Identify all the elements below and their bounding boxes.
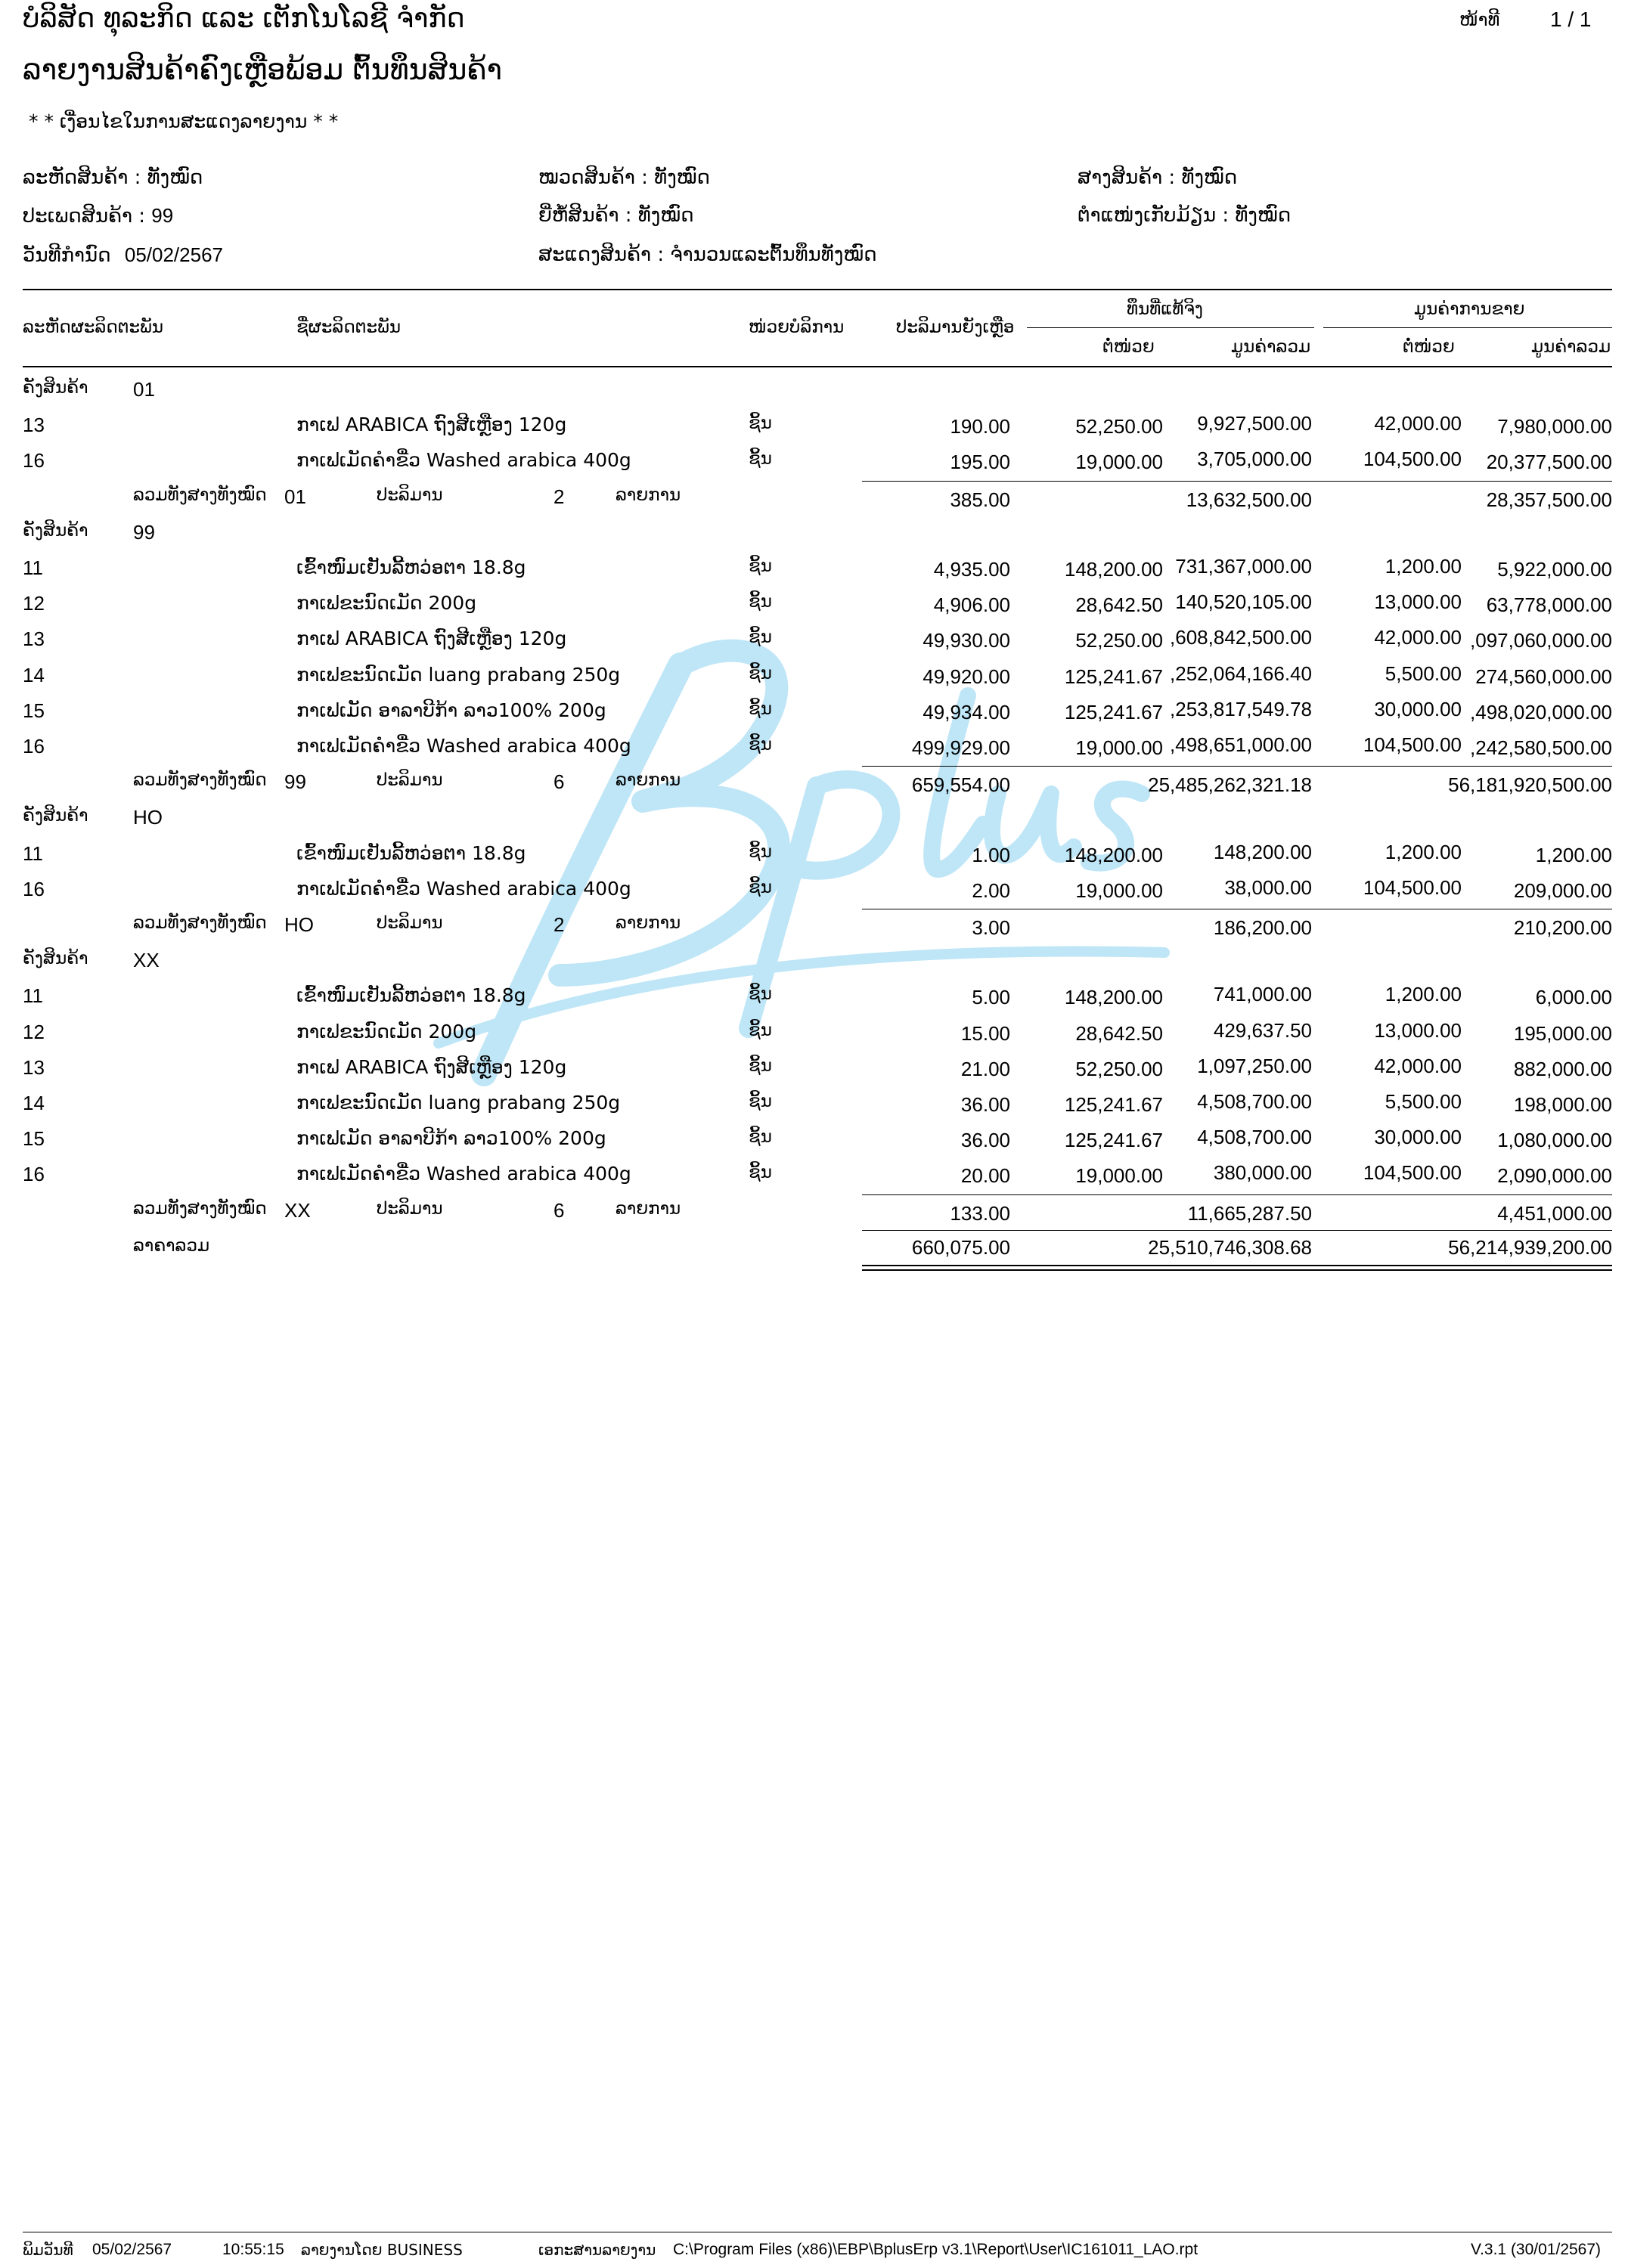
grand-total-label: ລາຄາລວມ xyxy=(133,1235,210,1256)
subtotal-rule xyxy=(862,481,1612,482)
row-cost-unit: 52,250.00 xyxy=(1075,629,1163,652)
row-cost-total: 741,000.00 xyxy=(1213,983,1312,1006)
subtotal-sale-total: 28,357,500.00 xyxy=(1486,488,1612,511)
row-cost-unit: 125,241.67 xyxy=(1064,1093,1163,1116)
row-unit: ຊິ້ນ xyxy=(749,984,772,1005)
as-of-date-value: 05/02/2567 xyxy=(124,243,223,266)
row-unit: ຊິ້ນ xyxy=(749,841,772,862)
row-qty: 5.00 xyxy=(972,986,1010,1009)
subtotal-label: ລວມທັງສາງທັງໝົດ xyxy=(133,913,267,933)
row-sale-unit: 1,200.00 xyxy=(1385,555,1462,578)
row-product-name: ກາເຟຂະນົດເມັດ luang prabang 250g xyxy=(296,1092,621,1114)
row-sale-unit: 104,500.00 xyxy=(1363,875,1462,899)
row-cost-unit: 28,642.50 xyxy=(1075,593,1163,617)
conditions-heading: * * ເງື່ອນໄຂໃນການສະແດງລາຍງານ * * xyxy=(29,110,339,132)
filter-product-type-label: ປະເພດສິນຄ້າ : xyxy=(23,205,146,228)
row-qty: 2.00 xyxy=(972,878,1010,902)
filter-location: ຕຳແໜ່ງເກັບມ້ຽນ : ທັງໝົດ xyxy=(1078,204,1292,227)
subtotal-qty: 133.00 xyxy=(950,1201,1010,1225)
page-number: 1 / 1 xyxy=(1550,8,1592,31)
row-sale-unit: 42,000.00 xyxy=(1374,412,1462,435)
footer-print-date-label: ພິມວັນທີ xyxy=(23,2241,73,2259)
row-product-name: ກາເຟເມັດ ອາລາບີກ້າ ລາວ100% 200g xyxy=(296,1127,606,1150)
row-sale-total: 7,980,000.00 xyxy=(1497,415,1612,438)
filter-product-code: ລະຫັດສິນຄ້າ : ທັງໝົດ xyxy=(23,166,203,189)
row-cost-total: 731,367,000.00 xyxy=(1175,555,1312,578)
col-header-qty: ປະລິມານຍັງເຫຼືອ xyxy=(896,318,1015,337)
row-unit: ຊິ້ນ xyxy=(749,877,772,897)
row-product-name: ກາເຟເມັດຄຳຂື່ວ Washed arabica 400g xyxy=(296,735,631,757)
row-unit: ຊິ້ນ xyxy=(749,699,772,719)
footer-version: V.3.1 (30/01/2567) xyxy=(1471,2241,1602,2258)
row-product-name: ກາເຟເມັດຄຳຂື່ວ Washed arabica 400g xyxy=(296,1163,631,1185)
row-sale-unit: 30,000.00 xyxy=(1374,1126,1462,1149)
row-sale-total: 1,080,000.00 xyxy=(1497,1129,1612,1152)
grand-total-cost: 25,510,746,308.68 xyxy=(1148,1235,1312,1259)
row-sale-unit: 30,000.00 xyxy=(1374,697,1462,720)
footer-print-time: 10:55:15 xyxy=(222,2241,284,2258)
warehouse-group-code: XX xyxy=(133,949,160,972)
row-unit: ຊິ້ນ xyxy=(749,627,772,648)
row-cost-total: ,252,064,166.40 xyxy=(1170,662,1312,685)
row-cost-total: 3,705,000.00 xyxy=(1197,448,1312,471)
row-qty: 15.00 xyxy=(960,1021,1010,1045)
row-cost-unit: 19,000.00 xyxy=(1075,736,1163,759)
row-product-name: ກາເຟ ARABICA ຖົງສີເຫຼືອງ 120g xyxy=(296,627,567,650)
grand-total-qty: 660,075.00 xyxy=(911,1235,1010,1259)
row-unit: ຊິ້ນ xyxy=(749,1055,772,1076)
row-cost-unit: 148,200.00 xyxy=(1064,986,1163,1009)
row-product-code: 11 xyxy=(23,556,43,579)
subtotal-rule xyxy=(862,1194,1612,1195)
row-sale-unit: 1,200.00 xyxy=(1385,840,1462,863)
row-cost-total: ,608,842,500.00 xyxy=(1170,626,1312,649)
row-cost-unit: 19,000.00 xyxy=(1075,878,1163,902)
subtotal-label: ລວມທັງສາງທັງໝົດ xyxy=(133,485,267,505)
row-product-name: ກາເຟຂະນົດເມັດ luang prabang 250g xyxy=(296,663,621,686)
row-product-name: ກາເຟເມັດຄຳຂື່ວ Washed arabica 400g xyxy=(296,877,631,900)
row-product-code: 13 xyxy=(23,627,45,651)
row-sale-total: 882,000.00 xyxy=(1513,1057,1612,1080)
subtotal-cost-total: 11,665,287.50 xyxy=(1187,1201,1312,1225)
row-qty: 49,934.00 xyxy=(923,700,1010,723)
subtotal-code: XX xyxy=(284,1198,311,1222)
row-sale-unit: 104,500.00 xyxy=(1363,1161,1462,1185)
row-sale-total: 5,922,000.00 xyxy=(1497,558,1612,581)
row-product-code: 16 xyxy=(23,1163,45,1186)
row-sale-unit: 1,200.00 xyxy=(1385,983,1462,1006)
row-sale-unit: 13,000.00 xyxy=(1374,1018,1462,1042)
row-cost-unit: 19,000.00 xyxy=(1075,451,1163,474)
row-cost-unit: 148,200.00 xyxy=(1064,558,1163,581)
col-header-code: ລະຫັດຜະລິດຕະພັນ xyxy=(23,318,163,337)
subtotal-code: 01 xyxy=(284,485,306,508)
filter-display: ສະແດງສິນຄ້າ : ຈຳນວນແລະຕົ້ນທຶນທັງໝົດ xyxy=(538,243,877,266)
row-sale-unit: 104,500.00 xyxy=(1363,733,1462,756)
row-sale-total: 209,000.00 xyxy=(1513,878,1612,902)
row-cost-total: ,498,651,000.00 xyxy=(1170,733,1312,756)
row-qty: 4,906.00 xyxy=(933,593,1010,617)
subtotal-code: 99 xyxy=(284,770,306,794)
row-cost-total: ,253,817,549.78 xyxy=(1170,697,1312,720)
col-header-unit: ໜ່ວຍບໍລິການ xyxy=(749,318,845,337)
row-cost-unit: 52,250.00 xyxy=(1075,415,1163,438)
company-name: ບໍລິສັດ ທຸລະກິດ ແລະ ເຕັກໂນໂລຊີ ຈຳກັດ xyxy=(23,3,465,34)
row-unit: ຊິ້ນ xyxy=(749,1163,772,1183)
row-cost-total: 4,508,700.00 xyxy=(1197,1090,1312,1113)
subtotal-sale-total: 210,200.00 xyxy=(1513,916,1612,939)
row-sale-total: 195,000.00 xyxy=(1513,1021,1612,1045)
row-qty: 49,920.00 xyxy=(923,665,1010,688)
row-product-name: ເຂົ້າໜົມເຢັນລີ້ຫວ່ອຕາ 18.8g xyxy=(296,984,526,1007)
row-sale-total: 2,090,000.00 xyxy=(1497,1164,1612,1188)
warehouse-group-label: ຄັງສິນຄ້າ xyxy=(23,378,88,398)
row-unit: ຊິ້ນ xyxy=(749,1020,772,1040)
row-qty: 4,935.00 xyxy=(933,558,1010,581)
grand-total-top-rule xyxy=(862,1230,1612,1231)
row-cost-total: 380,000.00 xyxy=(1213,1161,1312,1185)
row-qty: 36.00 xyxy=(960,1129,1010,1152)
row-product-code: 15 xyxy=(23,699,45,722)
row-product-name: ເຂົ້າໜົມເຢັນລີ້ຫວ່ອຕາ 18.8g xyxy=(296,556,526,578)
subtotal-item-count: 2 xyxy=(554,913,565,936)
col-header-cost-total: ມູນຄ່າລວມ xyxy=(1231,337,1311,357)
warehouse-group-label: ຄັງສິນຄ້າ xyxy=(23,520,88,541)
row-product-code: 14 xyxy=(23,663,45,686)
row-sale-total: 6,000.00 xyxy=(1535,986,1612,1009)
row-product-code: 12 xyxy=(23,592,45,615)
row-sale-unit: 5,500.00 xyxy=(1385,662,1462,685)
warehouse-group-code: 99 xyxy=(133,520,155,544)
row-cost-total: 140,520,105.00 xyxy=(1175,590,1312,614)
row-sale-total: 63,778,000.00 xyxy=(1486,593,1612,617)
subtotal-item-count: 6 xyxy=(554,770,565,794)
row-qty: 1.00 xyxy=(972,843,1010,866)
row-unit: ຊິ້ນ xyxy=(749,556,772,576)
row-sale-total: ,097,060,000.00 xyxy=(1470,629,1612,652)
row-product-code: 11 xyxy=(23,984,43,1008)
subtotal-items-word: ລາຍການ xyxy=(616,1198,681,1219)
row-sale-unit: 13,000.00 xyxy=(1374,590,1462,614)
row-product-code: 15 xyxy=(23,1127,45,1151)
row-product-name: ເຂົ້າໜົມເຢັນລີ້ຫວ່ອຕາ 18.8g xyxy=(296,841,526,864)
row-cost-total: 1,097,250.00 xyxy=(1197,1054,1312,1077)
report-title: ລາຍງານສິນຄ້າຄົງເຫຼືອພ້ອມ ຕົ້ນທຶນສິນຄ້າ xyxy=(23,53,502,86)
row-product-name: ກາເຟ ARABICA ຖົງສີເຫຼືອງ 120g xyxy=(296,1055,567,1078)
subtotal-cost-total: 13,632,500.00 xyxy=(1186,488,1312,511)
row-qty: 36.00 xyxy=(960,1093,1010,1116)
subtotal-rule xyxy=(862,766,1612,767)
row-product-code: 16 xyxy=(23,449,45,472)
subtotal-items-word: ລາຍການ xyxy=(616,485,681,505)
row-unit: ຊິ້ນ xyxy=(749,414,772,434)
row-product-name: ກາເຟ ARABICA ຖົງສີເຫຼືອງ 120g xyxy=(296,414,567,436)
subtotal-qty-word: ປະລິມານ xyxy=(377,913,443,933)
row-unit: ຊິ້ນ xyxy=(749,1092,772,1111)
row-cost-total: 38,000.00 xyxy=(1224,875,1312,899)
filter-product-group: ໝວດສິນຄ້າ : ທັງໝົດ xyxy=(538,166,710,189)
subtotal-items-word: ລາຍການ xyxy=(616,913,681,933)
row-cost-unit: 52,250.00 xyxy=(1075,1057,1163,1080)
footer-path-label: ເອກະສານລາຍງານ xyxy=(538,2241,656,2259)
row-product-code: 13 xyxy=(23,1055,45,1079)
row-sale-total: ,498,020,000.00 xyxy=(1470,700,1612,723)
subtotal-qty: 659,554.00 xyxy=(911,773,1010,797)
row-product-code: 13 xyxy=(23,414,45,437)
subtotal-qty: 3.00 xyxy=(972,916,1010,939)
col-header-sale-total: ມູນຄ່າລວມ xyxy=(1531,337,1611,357)
col-header-name: ຊື່ຜະລິດຕະພັນ xyxy=(296,318,401,337)
col-header-sale-unit: ຕໍ່ໜ່ວຍ xyxy=(1403,337,1455,357)
row-product-name: ກາເຟເມັດ ອາລາບີກ້າ ລາວ100% 200g xyxy=(296,699,606,721)
row-sale-total: 274,560,000.00 xyxy=(1475,665,1612,688)
row-unit: ຊິ້ນ xyxy=(749,449,772,469)
row-unit: ຊິ້ນ xyxy=(749,592,772,612)
row-sale-total: 20,377,500.00 xyxy=(1486,451,1612,474)
row-qty: 499,929.00 xyxy=(911,736,1010,759)
subtotal-items-word: ລາຍການ xyxy=(616,770,681,791)
filter-warehouse: ສາງສິນຄ້າ : ທັງໝົດ xyxy=(1078,166,1238,189)
subtotal-item-count: 2 xyxy=(554,485,565,508)
row-product-code: 16 xyxy=(23,735,45,758)
row-qty: 20.00 xyxy=(960,1164,1010,1188)
row-qty: 190.00 xyxy=(950,415,1010,438)
subtotal-cost-total: 25,485,262,321.18 xyxy=(1148,773,1312,797)
row-cost-unit: 125,241.67 xyxy=(1064,665,1163,688)
subtotal-code: HO xyxy=(284,913,314,936)
footer-print-date: 05/02/2567 xyxy=(92,2241,172,2258)
subtotal-cost-total: 186,200.00 xyxy=(1213,916,1312,939)
row-cost-total: 429,637.50 xyxy=(1213,1018,1312,1042)
warehouse-group-label: ຄັງສິນຄ້າ xyxy=(23,806,88,826)
row-product-code: 16 xyxy=(23,877,45,900)
filter-product-type-value: 99 xyxy=(151,204,174,227)
footer-reported-by: ລາຍງານໂດຍ BUSINESS xyxy=(301,2241,463,2259)
footer-report-path: C:\Program Files (x86)\EBP\BplusErp v3.1\Report\User\IC161011_LAO.rpt xyxy=(673,2241,1199,2258)
subtotal-qty-word: ປະລິມານ xyxy=(377,770,443,791)
row-sale-unit: 42,000.00 xyxy=(1374,1054,1462,1077)
row-cost-unit: 19,000.00 xyxy=(1075,1164,1163,1188)
grand-total-double-rule-1 xyxy=(862,1265,1612,1266)
col-header-cost-unit: ຕໍ່ໜ່ວຍ xyxy=(1102,337,1155,357)
row-unit: ຊິ້ນ xyxy=(749,735,772,754)
row-product-name: ກາເຟຂະນົດເມັດ 200g xyxy=(296,592,477,615)
subtotal-qty-word: ປະລິມານ xyxy=(377,1198,443,1219)
warehouse-group-code: HO xyxy=(133,806,163,829)
row-cost-total: 4,508,700.00 xyxy=(1197,1126,1312,1149)
row-sale-total: ,242,580,500.00 xyxy=(1470,736,1612,759)
row-cost-unit: 148,200.00 xyxy=(1064,843,1163,866)
row-sale-total: 198,000.00 xyxy=(1513,1093,1612,1116)
col-header-cost-group: ທຶນທີ່ແທ້ຈິງ xyxy=(1127,299,1204,319)
grand-total-sale: 56,214,939,200.00 xyxy=(1448,1235,1612,1259)
row-product-name: ກາເຟເມັດຄຳຂື່ວ Washed arabica 400g xyxy=(296,449,631,472)
subtotal-qty: 385.00 xyxy=(950,488,1010,511)
row-cost-unit: 125,241.67 xyxy=(1064,1129,1163,1152)
row-product-code: 14 xyxy=(23,1092,45,1114)
row-cost-unit: 28,642.50 xyxy=(1075,1021,1163,1045)
row-product-code: 11 xyxy=(23,841,43,865)
row-sale-unit: 42,000.00 xyxy=(1374,626,1462,649)
row-product-name: ກາເຟຂະນົດເມັດ 200g xyxy=(296,1020,477,1043)
row-sale-unit: 104,500.00 xyxy=(1363,448,1462,471)
subtotal-label: ລວມທັງສາງທັງໝົດ xyxy=(133,1198,267,1219)
grand-total-double-rule-2 xyxy=(862,1269,1612,1271)
row-qty: 49,930.00 xyxy=(923,629,1010,652)
row-cost-total: 148,200.00 xyxy=(1213,840,1312,863)
row-unit: ຊິ້ນ xyxy=(749,663,772,683)
filter-brand: ຍີ່ຫໍ້ສິນຄ້າ : ທັງໝົດ xyxy=(538,204,694,227)
as-of-date-label: ວັນທີກຳນົດ xyxy=(23,244,111,267)
col-header-sale-group: ມູນຄ່າການຂາຍ xyxy=(1414,299,1525,319)
subtotal-qty-word: ປະລິມານ xyxy=(377,485,443,505)
row-qty: 195.00 xyxy=(950,451,1010,474)
row-product-code: 12 xyxy=(23,1020,45,1043)
row-cost-total: 9,927,500.00 xyxy=(1197,412,1312,435)
subtotal-label: ລວມທັງສາງທັງໝົດ xyxy=(133,770,267,791)
warehouse-group-label: ຄັງສິນຄ້າ xyxy=(23,949,88,969)
subtotal-sale-total: 4,451,000.00 xyxy=(1497,1201,1612,1225)
row-cost-unit: 125,241.67 xyxy=(1064,700,1163,723)
subtotal-sale-total: 56,181,920,500.00 xyxy=(1448,773,1612,797)
page-label: ໜ້າທີ xyxy=(1459,9,1500,30)
row-sale-total: 1,200.00 xyxy=(1535,843,1612,866)
warehouse-group-code: 01 xyxy=(133,378,155,401)
subtotal-item-count: 6 xyxy=(554,1198,565,1222)
row-sale-unit: 5,500.00 xyxy=(1385,1090,1462,1113)
row-unit: ຊິ້ນ xyxy=(749,1127,772,1148)
row-qty: 21.00 xyxy=(960,1057,1010,1080)
